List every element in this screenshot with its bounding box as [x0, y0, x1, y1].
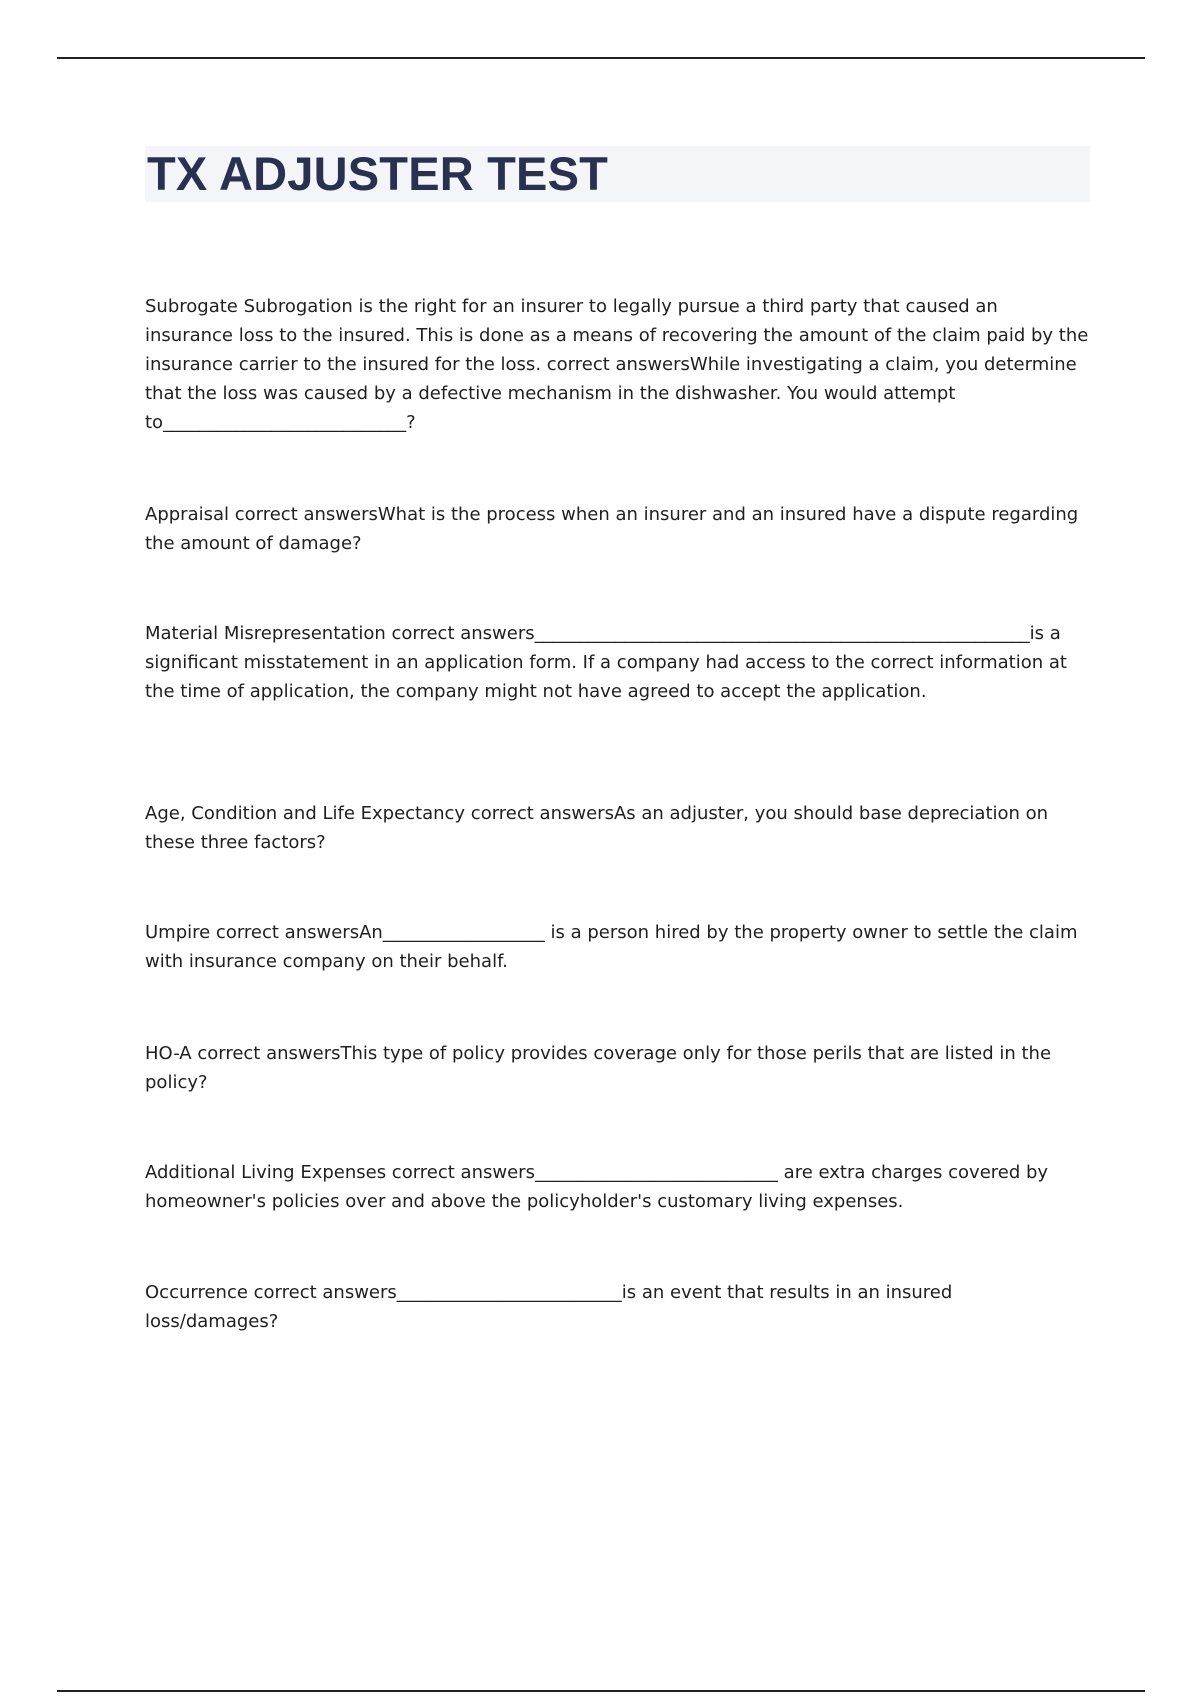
qa-entry-subrogate: Subrogate Subrogation is the right for an insurer to legally pursue a third party that caused an insurance loss to the insured. This is done as a means of recovering the amount of the claim paid by the insurance carrier to the insured for the loss. correct answersWhile investigating a claim, you determine that the loss was caused by a defective mechanism in the dishwasher. You would attempt to___________________________?	[145, 296, 1089, 433]
top-divider	[57, 57, 1145, 59]
qa-entry-additional-living-expenses: Additional Living Expenses correct answers___________________________ are extra charges covered by homeowner's policies over and above the policyholder's customary living expenses.	[145, 1162, 1049, 1212]
document-title: TX ADJUSTER TEST	[147, 147, 609, 200]
qa-entry-umpire: Umpire correct answersAn__________________ is a person hired by the property owner to settle the claim with insurance company on their behalf.	[145, 922, 1078, 972]
qa-entry-occurrence: Occurrence correct answers_________________________is an event that results in an insured loss/damages?	[145, 1282, 953, 1332]
bottom-divider	[57, 1690, 1145, 1692]
qa-entry-material-misrepresentation: Material Misrepresentation correct answers_______________________________________________________is a significant misstatement in an application form. If a company had access to the correct information at the time of application, the company might not have agreed to accept the application.	[145, 623, 1067, 702]
qa-entry-ho-a: HO-A correct answersThis type of policy provides coverage only for those perils that are listed in the policy?	[145, 1043, 1052, 1093]
qa-entry-appraisal: Appraisal correct answersWhat is the process when an insurer and an insured have a dispute regarding the amount of damage?	[145, 504, 1079, 554]
qa-entry-depreciation: Age, Condition and Life Expectancy correct answersAs an adjuster, you should base depreciation on these three factors?	[145, 803, 1049, 853]
